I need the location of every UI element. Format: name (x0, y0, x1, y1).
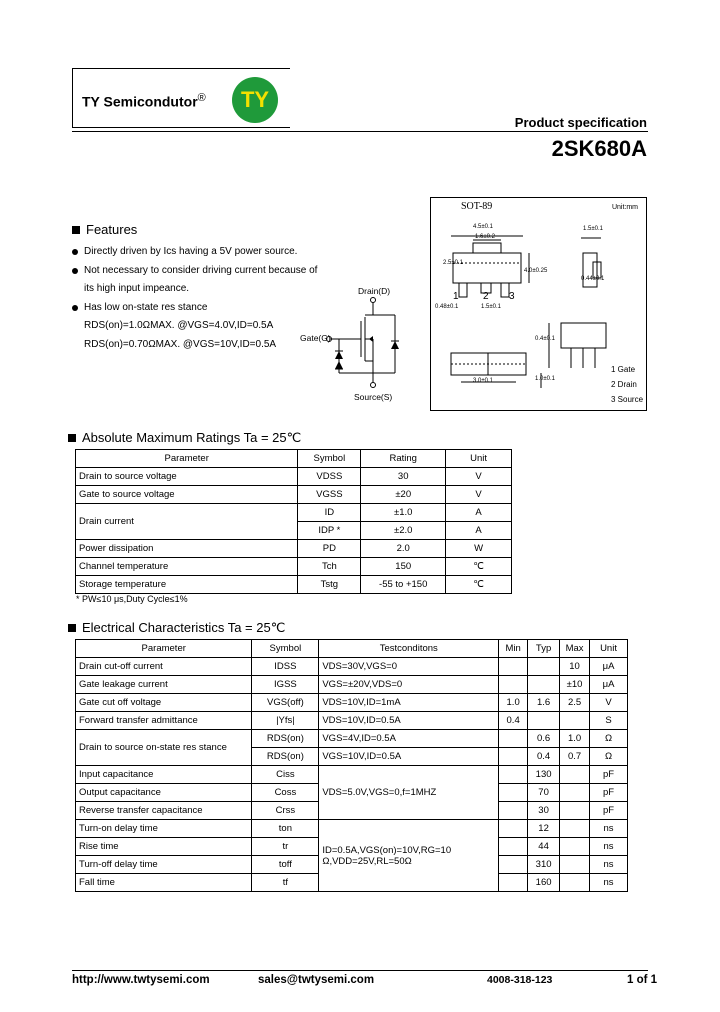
min-cell (499, 802, 528, 820)
company-text: TY Semicondutor (82, 93, 198, 110)
typ-cell: 70 (528, 784, 560, 802)
gate-diode-icon (335, 361, 343, 369)
min-cell (499, 730, 528, 748)
footer-website[interactable]: http://www.twtysemi.com (72, 974, 210, 986)
rating-cell: 30 (361, 468, 446, 486)
body-diode-icon (391, 341, 399, 349)
feature-text: Has low on-state res stance (84, 301, 208, 313)
symbol-cell: VDSS (298, 468, 361, 486)
max-cell: 2.5 (560, 694, 590, 712)
symbol-cell: VGSS (298, 486, 361, 504)
unit-cell: A (446, 504, 512, 522)
feature-item (72, 243, 372, 262)
max-cell (560, 766, 590, 784)
unit-cell: A (446, 522, 512, 540)
max-cell (560, 874, 590, 892)
symbol-cell: IGSS (252, 676, 319, 694)
table-header-row (76, 640, 628, 658)
unit-cell: ℃ (446, 576, 512, 594)
source-label: Source(S) (354, 392, 393, 402)
cond-cell: VDS=10V,ID=0.5A (319, 712, 499, 730)
feature-item (72, 262, 372, 281)
pin-legend: 1 Gate (611, 365, 636, 374)
gate-label: Gate(G) (300, 333, 331, 343)
typ-cell (528, 712, 560, 730)
abs-max-table (75, 449, 512, 594)
symbol-cell: Ciss (252, 766, 319, 784)
package-drawing (430, 197, 647, 411)
symbol-cell: ID (298, 504, 361, 522)
abs-max-title (68, 430, 301, 446)
table-row (76, 558, 512, 576)
param-cell: Drain current (76, 504, 298, 540)
square-bullet-icon (68, 434, 76, 442)
unit-cell: V (446, 486, 512, 504)
channel-arrow-icon (369, 336, 373, 342)
pin-number: 3 (509, 291, 515, 302)
elec-title (68, 620, 285, 636)
dim-label: 2.5±0.1 (443, 260, 463, 266)
cond-cell: VDS=30V,VGS=0 (319, 658, 499, 676)
symbol-cell: VGS(off) (252, 694, 319, 712)
param-cell: Gate leakage current (76, 676, 252, 694)
unit-cell: μA (590, 658, 628, 676)
unit-cell: S (590, 712, 628, 730)
table-row (76, 694, 628, 712)
dim-label: 1.5±0.1 (481, 304, 501, 310)
symbol-cell: Crss (252, 802, 319, 820)
part-number: 2SK680A (551, 136, 647, 161)
unit-cell: W (446, 540, 512, 558)
logo-left-rule (72, 68, 73, 127)
min-cell (499, 766, 528, 784)
symbol-cell: Tch (298, 558, 361, 576)
col-header: Unit (446, 450, 512, 468)
max-cell: ±10 (560, 676, 590, 694)
dim-label: 4.5±0.1 (473, 224, 493, 230)
param-cell: Output capacitance (76, 784, 252, 802)
rating-cell: -55 to +150 (361, 576, 446, 594)
footer-email[interactable]: sales@twtysemi.com (258, 974, 375, 986)
typ-cell: 130 (528, 766, 560, 784)
footer-page: 1 of 1 (627, 974, 658, 986)
drain-label: Drain(D) (358, 286, 391, 296)
bullet-icon (72, 305, 78, 311)
dim-label: 1.0±0.1 (535, 376, 555, 382)
features-title-text: Features (86, 222, 138, 237)
dim-label: 0.48±0.1 (435, 304, 459, 310)
header-rule (72, 131, 648, 132)
square-bullet-icon (72, 226, 80, 234)
gate-diode-icon (335, 351, 343, 359)
unit-cell: ns (590, 874, 628, 892)
col-header: Rating (361, 450, 446, 468)
col-header: Min (499, 640, 528, 658)
unit-cell: ns (590, 838, 628, 856)
cond-line: ID=0.5A,VGS(on)=10V,RG=10 (322, 844, 452, 856)
symbol-cell: RDS(on) (252, 730, 319, 748)
dim-label: 1.6±0.2 (475, 234, 495, 240)
footer-rule (72, 970, 648, 971)
param-cell: Rise time (76, 838, 252, 856)
unit-cell: V (590, 694, 628, 712)
param-cell: Power dissipation (76, 540, 298, 558)
col-header: Parameter (76, 450, 298, 468)
unit-cell: V (446, 468, 512, 486)
min-cell (499, 784, 528, 802)
max-cell (560, 712, 590, 730)
table-row (76, 730, 628, 748)
features-title (72, 222, 372, 237)
param-cell: Fall time (76, 874, 252, 892)
dim-label: 1.5±0.1 (583, 226, 603, 232)
ty-logo: TY (232, 77, 278, 123)
param-cell: Drain cut-off current (76, 658, 252, 676)
col-header: Testconditons (319, 640, 499, 658)
min-cell (499, 856, 528, 874)
table-row (76, 676, 628, 694)
typ-cell: 160 (528, 874, 560, 892)
unit-cell: Ω (590, 730, 628, 748)
symbol-cell: IDSS (252, 658, 319, 676)
table-row (76, 712, 628, 730)
param-cell: Drain to source on-state res stance (76, 730, 252, 766)
typ-cell: 0.6 (528, 730, 560, 748)
package-name: SOT-89 (461, 201, 493, 212)
table-row (76, 486, 512, 504)
unit-cell: ns (590, 856, 628, 874)
bullet-icon (72, 249, 78, 255)
param-cell: Turn-on delay time (76, 820, 252, 838)
package-unit: Unit:mm (611, 204, 638, 211)
unit-cell: Ω (590, 748, 628, 766)
typ-cell (528, 658, 560, 676)
min-cell (499, 820, 528, 838)
rds-spec-1: RDS(on)=1.0ΩMAX. @VGS=4.0V,ID=0.5A (84, 320, 274, 331)
max-cell (560, 820, 590, 838)
pin-legend: 3 Source (611, 395, 644, 404)
cond-line: Ω,VDD=25V,RL=50Ω (322, 855, 412, 867)
footer-phone: 4008-318-123 (487, 974, 553, 986)
min-cell (499, 676, 528, 694)
unit-cell: pF (590, 766, 628, 784)
feature-continuation: its high input impeance. (84, 283, 190, 294)
symbol-cell: ton (252, 820, 319, 838)
cond-cell: VDS=5.0V,VGS=0,f=1MHZ (319, 766, 499, 820)
col-header: Symbol (298, 450, 361, 468)
symbol-cell: RDS(on) (252, 748, 319, 766)
max-cell (560, 838, 590, 856)
feature-text: Not necessary to consider driving current because of (84, 264, 318, 276)
max-cell: 0.7 (560, 748, 590, 766)
min-cell: 0.4 (499, 712, 528, 730)
col-header: Unit (590, 640, 628, 658)
unit-cell: ℃ (446, 558, 512, 576)
unit-cell: μA (590, 676, 628, 694)
elec-table (75, 639, 628, 892)
company-name (82, 92, 206, 110)
table-row (76, 576, 512, 594)
min-cell: 1.0 (499, 694, 528, 712)
rating-cell: ±20 (361, 486, 446, 504)
feature-text: Directly driven by Ics having a 5V power source. (84, 246, 298, 257)
param-cell: Forward transfer admittance (76, 712, 252, 730)
registered-mark: ® (197, 92, 206, 104)
col-header: Typ (528, 640, 560, 658)
symbol-cell: toff (252, 856, 319, 874)
source-terminal (371, 383, 376, 388)
typ-cell: 310 (528, 856, 560, 874)
bullet-icon (72, 268, 78, 274)
cond-cell: VGS=10V,ID=0.5A (319, 748, 499, 766)
col-header: Parameter (76, 640, 252, 658)
typ-cell: 1.6 (528, 694, 560, 712)
table-row (76, 658, 628, 676)
table-header-row (76, 450, 512, 468)
table-row (76, 766, 628, 784)
abs-max-note: * PW≤10 μs,Duty Cycle≤1% (76, 594, 188, 604)
cond-cell-switching (319, 820, 499, 892)
param-cell: Drain to source voltage (76, 468, 298, 486)
symbol-cell: PD (298, 540, 361, 558)
typ-cell: 0.4 (528, 748, 560, 766)
elec-title-text: Electrical Characteristics Ta = 25℃ (82, 620, 286, 635)
col-header: Max (560, 640, 590, 658)
pin-legend: 2 Drain (611, 380, 637, 389)
typ-cell: 30 (528, 802, 560, 820)
unit-cell: pF (590, 784, 628, 802)
param-cell: Input capacitance (76, 766, 252, 784)
cond-cell: VGS=±20V,VDS=0 (319, 676, 499, 694)
min-cell (499, 838, 528, 856)
symbol-cell: tr (252, 838, 319, 856)
param-cell: Gate to source voltage (76, 486, 298, 504)
typ-cell: 12 (528, 820, 560, 838)
abs-max-title-text: Absolute Maximum Ratings Ta = 25℃ (82, 430, 302, 445)
doc-type: Product specification (514, 115, 647, 130)
param-cell: Storage temperature (76, 576, 298, 594)
mosfet-schematic (325, 295, 410, 395)
pin-number: 2 (483, 291, 489, 302)
max-cell (560, 802, 590, 820)
logo-top-rule (72, 68, 290, 69)
dim-label: 0.4±0.1 (535, 336, 555, 342)
dim-label: 3.0±0.1 (473, 378, 493, 384)
drain-terminal (371, 298, 376, 303)
param-cell: Gate cut off voltage (76, 694, 252, 712)
cond-cell: VDS=10V,ID=1mA (319, 694, 499, 712)
max-cell: 1.0 (560, 730, 590, 748)
typ-cell: 44 (528, 838, 560, 856)
dim-label: 4.0±0.25 (524, 268, 548, 274)
unit-cell: ns (590, 820, 628, 838)
typ-cell (528, 676, 560, 694)
dim-label: 0.44±0.1 (581, 276, 605, 282)
rating-cell: ±2.0 (361, 522, 446, 540)
min-cell (499, 748, 528, 766)
rating-cell: 150 (361, 558, 446, 576)
min-cell (499, 874, 528, 892)
symbol-cell: Coss (252, 784, 319, 802)
pin-number: 1 (453, 291, 459, 302)
symbol-cell: IDP * (298, 522, 361, 540)
max-cell (560, 856, 590, 874)
cond-cell: VGS=4V,ID=0.5A (319, 730, 499, 748)
max-cell (560, 784, 590, 802)
logo-bottom-rule (72, 127, 290, 128)
min-cell (499, 658, 528, 676)
col-header: Symbol (252, 640, 319, 658)
rating-cell: ±1.0 (361, 504, 446, 522)
table-row (76, 468, 512, 486)
unit-cell: pF (590, 802, 628, 820)
symbol-cell: Tstg (298, 576, 361, 594)
symbol-cell: |Yfs| (252, 712, 319, 730)
table-row (76, 504, 512, 522)
square-bullet-icon (68, 624, 76, 632)
table-row (76, 820, 628, 838)
rating-cell: 2.0 (361, 540, 446, 558)
param-cell: Reverse transfer capacitance (76, 802, 252, 820)
param-cell: Turn-off delay time (76, 856, 252, 874)
rds-spec-2: RDS(on)=0.70ΩMAX. @VGS=10V,ID=0.5A (84, 338, 277, 350)
max-cell: 10 (560, 658, 590, 676)
table-row (76, 540, 512, 558)
symbol-cell: tf (252, 874, 319, 892)
param-cell: Channel temperature (76, 558, 298, 576)
